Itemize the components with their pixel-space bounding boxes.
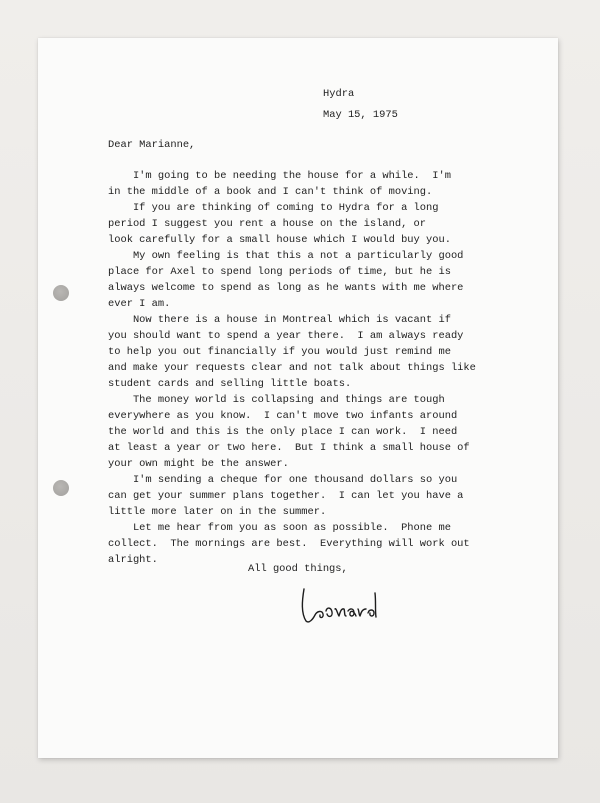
body-line: Now there is a house in Montreal which is vacant if bbox=[108, 314, 451, 326]
letter-salutation: Dear Marianne, bbox=[108, 139, 196, 151]
body-line: place for Axel to spend long periods of time, but he is bbox=[108, 266, 451, 278]
letter-date: May 15, 1975 bbox=[323, 109, 398, 121]
body-line: always welcome to spend as long as he wants with me where bbox=[108, 282, 464, 294]
letter-place: Hydra bbox=[323, 88, 355, 100]
body-line: If you are thinking of coming to Hydra for a long bbox=[108, 202, 439, 214]
punch-hole-upper bbox=[53, 285, 69, 301]
body-line: alright. bbox=[108, 554, 158, 566]
body-line: collect. The mornings are best. Everything will work out bbox=[108, 538, 470, 550]
body-line: Let me hear from you as soon as possible. Phone me bbox=[108, 522, 451, 534]
handwritten-signature bbox=[298, 583, 388, 627]
body-line: I'm going to be needing the house for a while. I'm bbox=[108, 170, 451, 182]
body-line: your own might be the answer. bbox=[108, 458, 289, 470]
body-line: you should want to spend a year there. I am always ready bbox=[108, 330, 464, 342]
body-line: can get your summer plans together. I can let you have a bbox=[108, 490, 464, 502]
body-line: The money world is collapsing and things are tough bbox=[108, 394, 445, 406]
body-line: period I suggest you rent a house on the island, or bbox=[108, 218, 427, 230]
body-line: at least a year or two here. But I think a small house of bbox=[108, 442, 470, 454]
body-line: the world and this is the only place I can work. I need bbox=[108, 426, 458, 438]
body-line: to help you out financially if you would just remind me bbox=[108, 346, 451, 358]
punch-hole-lower bbox=[53, 480, 69, 496]
body-line: look carefully for a small house which I would buy you. bbox=[108, 234, 451, 246]
body-line: ever I am. bbox=[108, 298, 171, 310]
body-line: student cards and selling little boats. bbox=[108, 378, 352, 390]
body-line: everywhere as you know. I can't move two infants around bbox=[108, 410, 458, 422]
body-line: I'm sending a cheque for one thousand dollars so you bbox=[108, 474, 458, 486]
body-line: in the middle of a book and I can't think of moving. bbox=[108, 186, 433, 198]
letter-sheet bbox=[38, 38, 558, 758]
body-line: My own feeling is that this a not a particularly good bbox=[108, 250, 464, 262]
body-line: and make your requests clear and not talk about things like bbox=[108, 362, 476, 374]
body-line: little more later on in the summer. bbox=[108, 506, 327, 518]
letter-signoff: All good things, bbox=[248, 563, 348, 575]
